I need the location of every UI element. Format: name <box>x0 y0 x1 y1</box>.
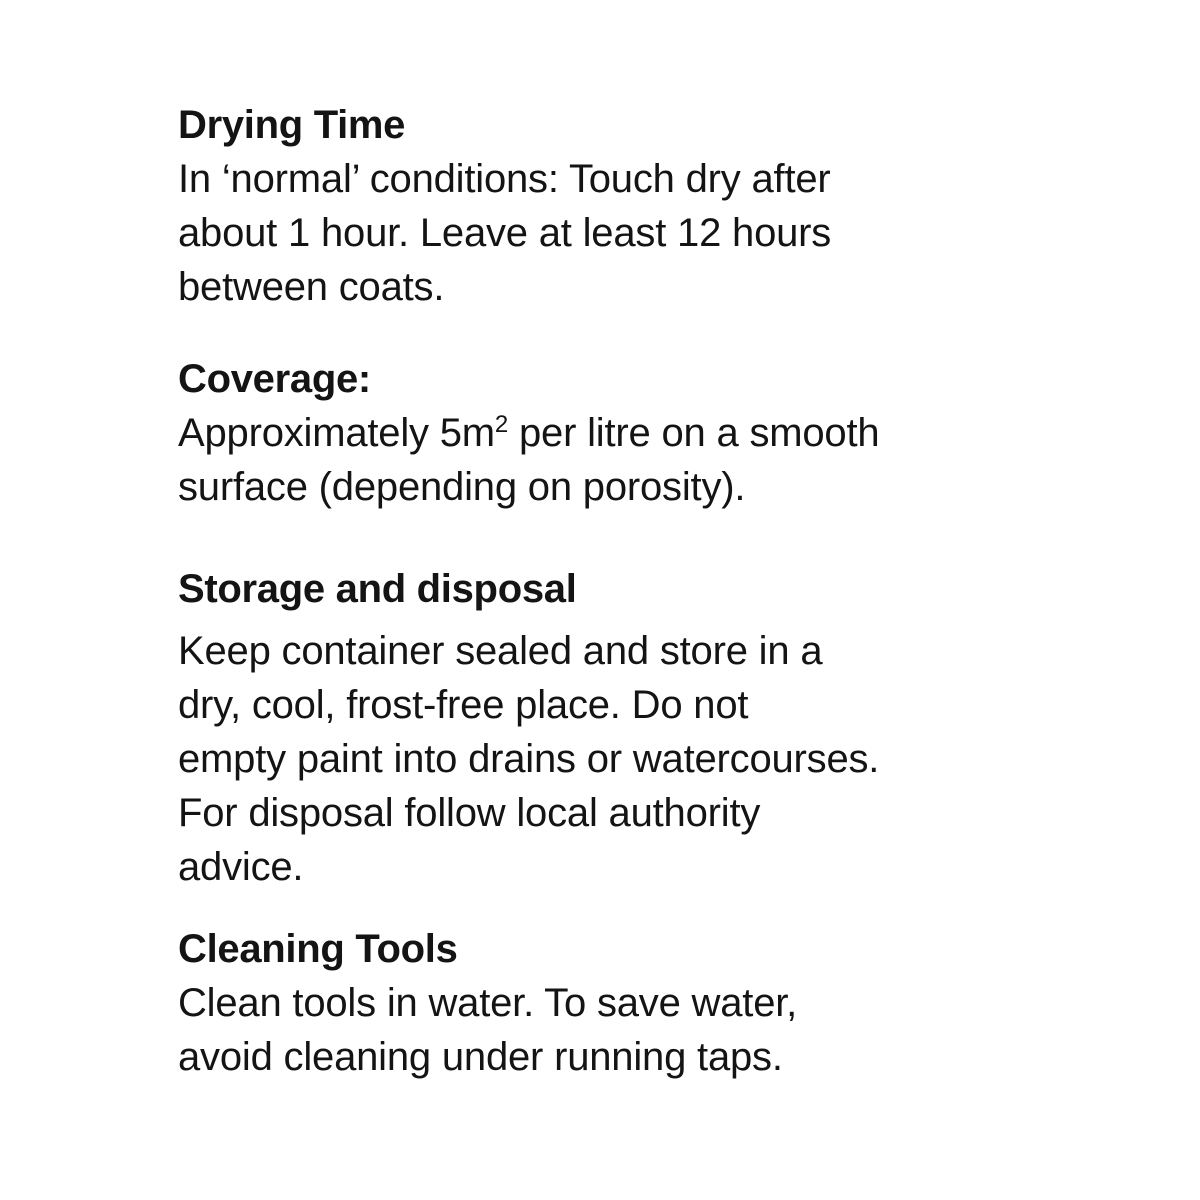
text-line: For disposal follow local authority <box>178 791 761 835</box>
text-line: between coats. <box>178 265 445 309</box>
coverage-text <box>178 406 1038 514</box>
coverage-amount: Approximately 5m <box>178 411 495 455</box>
text-line: In ‘normal’ conditions: Touch dry after <box>178 157 831 201</box>
text-line: surface (depending on porosity). <box>178 465 746 509</box>
storage-disposal-section <box>178 562 1038 894</box>
superscript-two: 2 <box>494 411 509 438</box>
cleaning-tools-heading: Cleaning Tools <box>178 927 458 971</box>
coverage-rest: per litre on a smooth <box>508 411 880 455</box>
text-line: Keep container sealed and store in a <box>178 629 823 673</box>
text-line <box>178 406 1038 460</box>
text-line: Clean tools in water. To save water, <box>178 981 798 1025</box>
coverage-section <box>178 352 1038 514</box>
storage-disposal-text <box>178 624 1038 894</box>
coverage-heading: Coverage: <box>178 357 371 401</box>
text-line: about 1 hour. Leave at least 12 hours <box>178 211 832 255</box>
cleaning-tools-text <box>178 976 1038 1084</box>
cleaning-tools-section <box>178 922 1038 1084</box>
text-line: avoid cleaning under running taps. <box>178 1035 783 1079</box>
drying-time-heading: Drying Time <box>178 103 406 147</box>
text-line: empty paint into drains or watercourses. <box>178 737 880 781</box>
storage-disposal-heading: Storage and disposal <box>178 567 577 611</box>
text-line: advice. <box>178 845 304 889</box>
text-line: dry, cool, frost-free place. Do not <box>178 683 749 727</box>
drying-time-text <box>178 152 1038 314</box>
drying-time-section <box>178 98 1038 314</box>
